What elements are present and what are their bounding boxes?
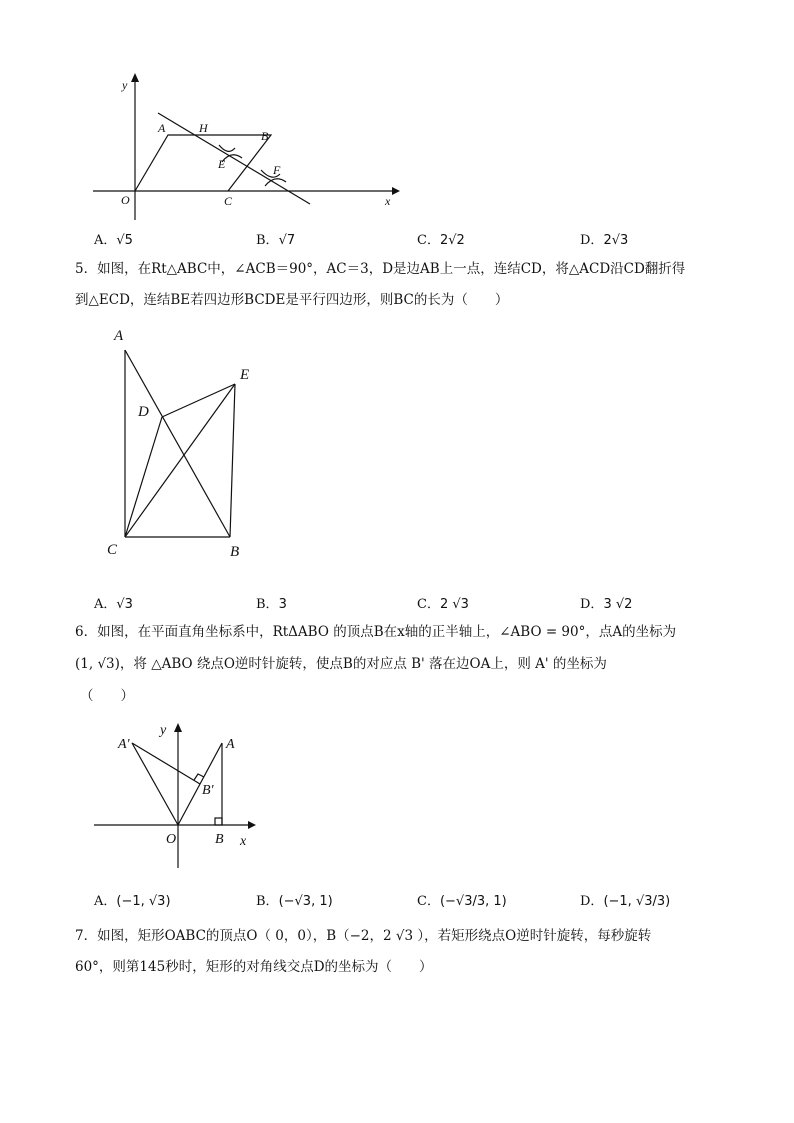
figure-q4-coordinate-diagram xyxy=(85,70,405,220)
figure-q6-rotation-diagram xyxy=(90,718,265,873)
q7-text-line1: 7．如图，矩形OABC的顶点O（ 0，0），B（−2，2 √3 ），若矩形绕点O逆时针旋转，每秒旋转 xyxy=(75,928,652,944)
label-a-prime: A' xyxy=(118,737,130,752)
q4-option-d: D．2√3 xyxy=(580,233,629,248)
label-b-prime: B' xyxy=(202,783,214,798)
label-y: y xyxy=(122,78,128,92)
q7-text-line2: 60°，则第145秒时，矩形的对角线交点D的坐标为（ ） xyxy=(75,959,433,975)
q5-text-line1: 5．如图，在Rt△ABC中，∠ACB＝90°，AC＝3，D是边AB上一点，连结CD，将△ACD沿CD翻折得 xyxy=(75,261,686,277)
arc-f-2 xyxy=(265,179,286,186)
q6-option-b: B．(−√3, 1) xyxy=(256,894,333,909)
label-b: B xyxy=(230,544,240,560)
q6-text-line3: （ ） xyxy=(80,688,134,704)
q4-option-a: A．√5 xyxy=(94,233,133,248)
label-e: E xyxy=(240,367,250,383)
label-x: x xyxy=(385,194,391,208)
q4-option-b: B．√7 xyxy=(256,233,296,248)
label-c: C xyxy=(107,542,118,558)
label-d: D xyxy=(138,404,149,420)
label-a: A xyxy=(158,121,166,135)
q5-option-c: C．2 √3 xyxy=(417,597,469,612)
parallelogram-oabc xyxy=(135,135,271,191)
label-f: F xyxy=(273,163,281,177)
label-o: O xyxy=(121,193,130,207)
label-b: B xyxy=(215,832,224,847)
q5-option-a: A．√3 xyxy=(94,597,133,612)
bisector-line xyxy=(158,113,310,204)
q5-option-b: B．3 xyxy=(256,597,287,612)
label-o: O xyxy=(166,832,177,847)
q6-option-a: A．(−1, √3) xyxy=(94,894,171,909)
label-e: E xyxy=(218,157,226,171)
figure-q5-triangle-diagram xyxy=(100,322,270,567)
x-axis-arrow xyxy=(392,187,400,195)
q5-text-line2: 到△ECD，连结BE若四边形BCDE是平行四边形，则BC的长为（ ） xyxy=(75,292,509,308)
label-a: A xyxy=(226,737,235,752)
label-a: A xyxy=(114,328,124,344)
q6-text-line2: (1, √3)，将 △ABO 绕点O逆时针旋转，使点B的对应点 B' 落在边OA上，则 A' 的坐标为 xyxy=(75,656,607,672)
label-b: B xyxy=(261,129,269,143)
y-axis-arrow xyxy=(131,73,139,82)
label-h: H xyxy=(199,121,208,135)
label-x: x xyxy=(240,834,247,849)
q5-option-d: D．3 √2 xyxy=(580,597,633,612)
label-c: C xyxy=(224,194,233,208)
x-axis-arrow xyxy=(248,821,256,829)
q6-option-d: D．(−1, √3/3) xyxy=(580,894,671,909)
q4-option-c: C．2√2 xyxy=(417,233,465,248)
y-axis-arrow xyxy=(174,723,182,732)
q6-text-line1: 6．如图，在平面直角坐标系中，RtΔABO 的顶点B在x轴的正半轴上，∠ABO = 90°，点A的坐标为 xyxy=(75,624,677,640)
q6-option-c: C．(−√3/3, 1) xyxy=(417,894,507,909)
label-y: y xyxy=(160,723,167,738)
